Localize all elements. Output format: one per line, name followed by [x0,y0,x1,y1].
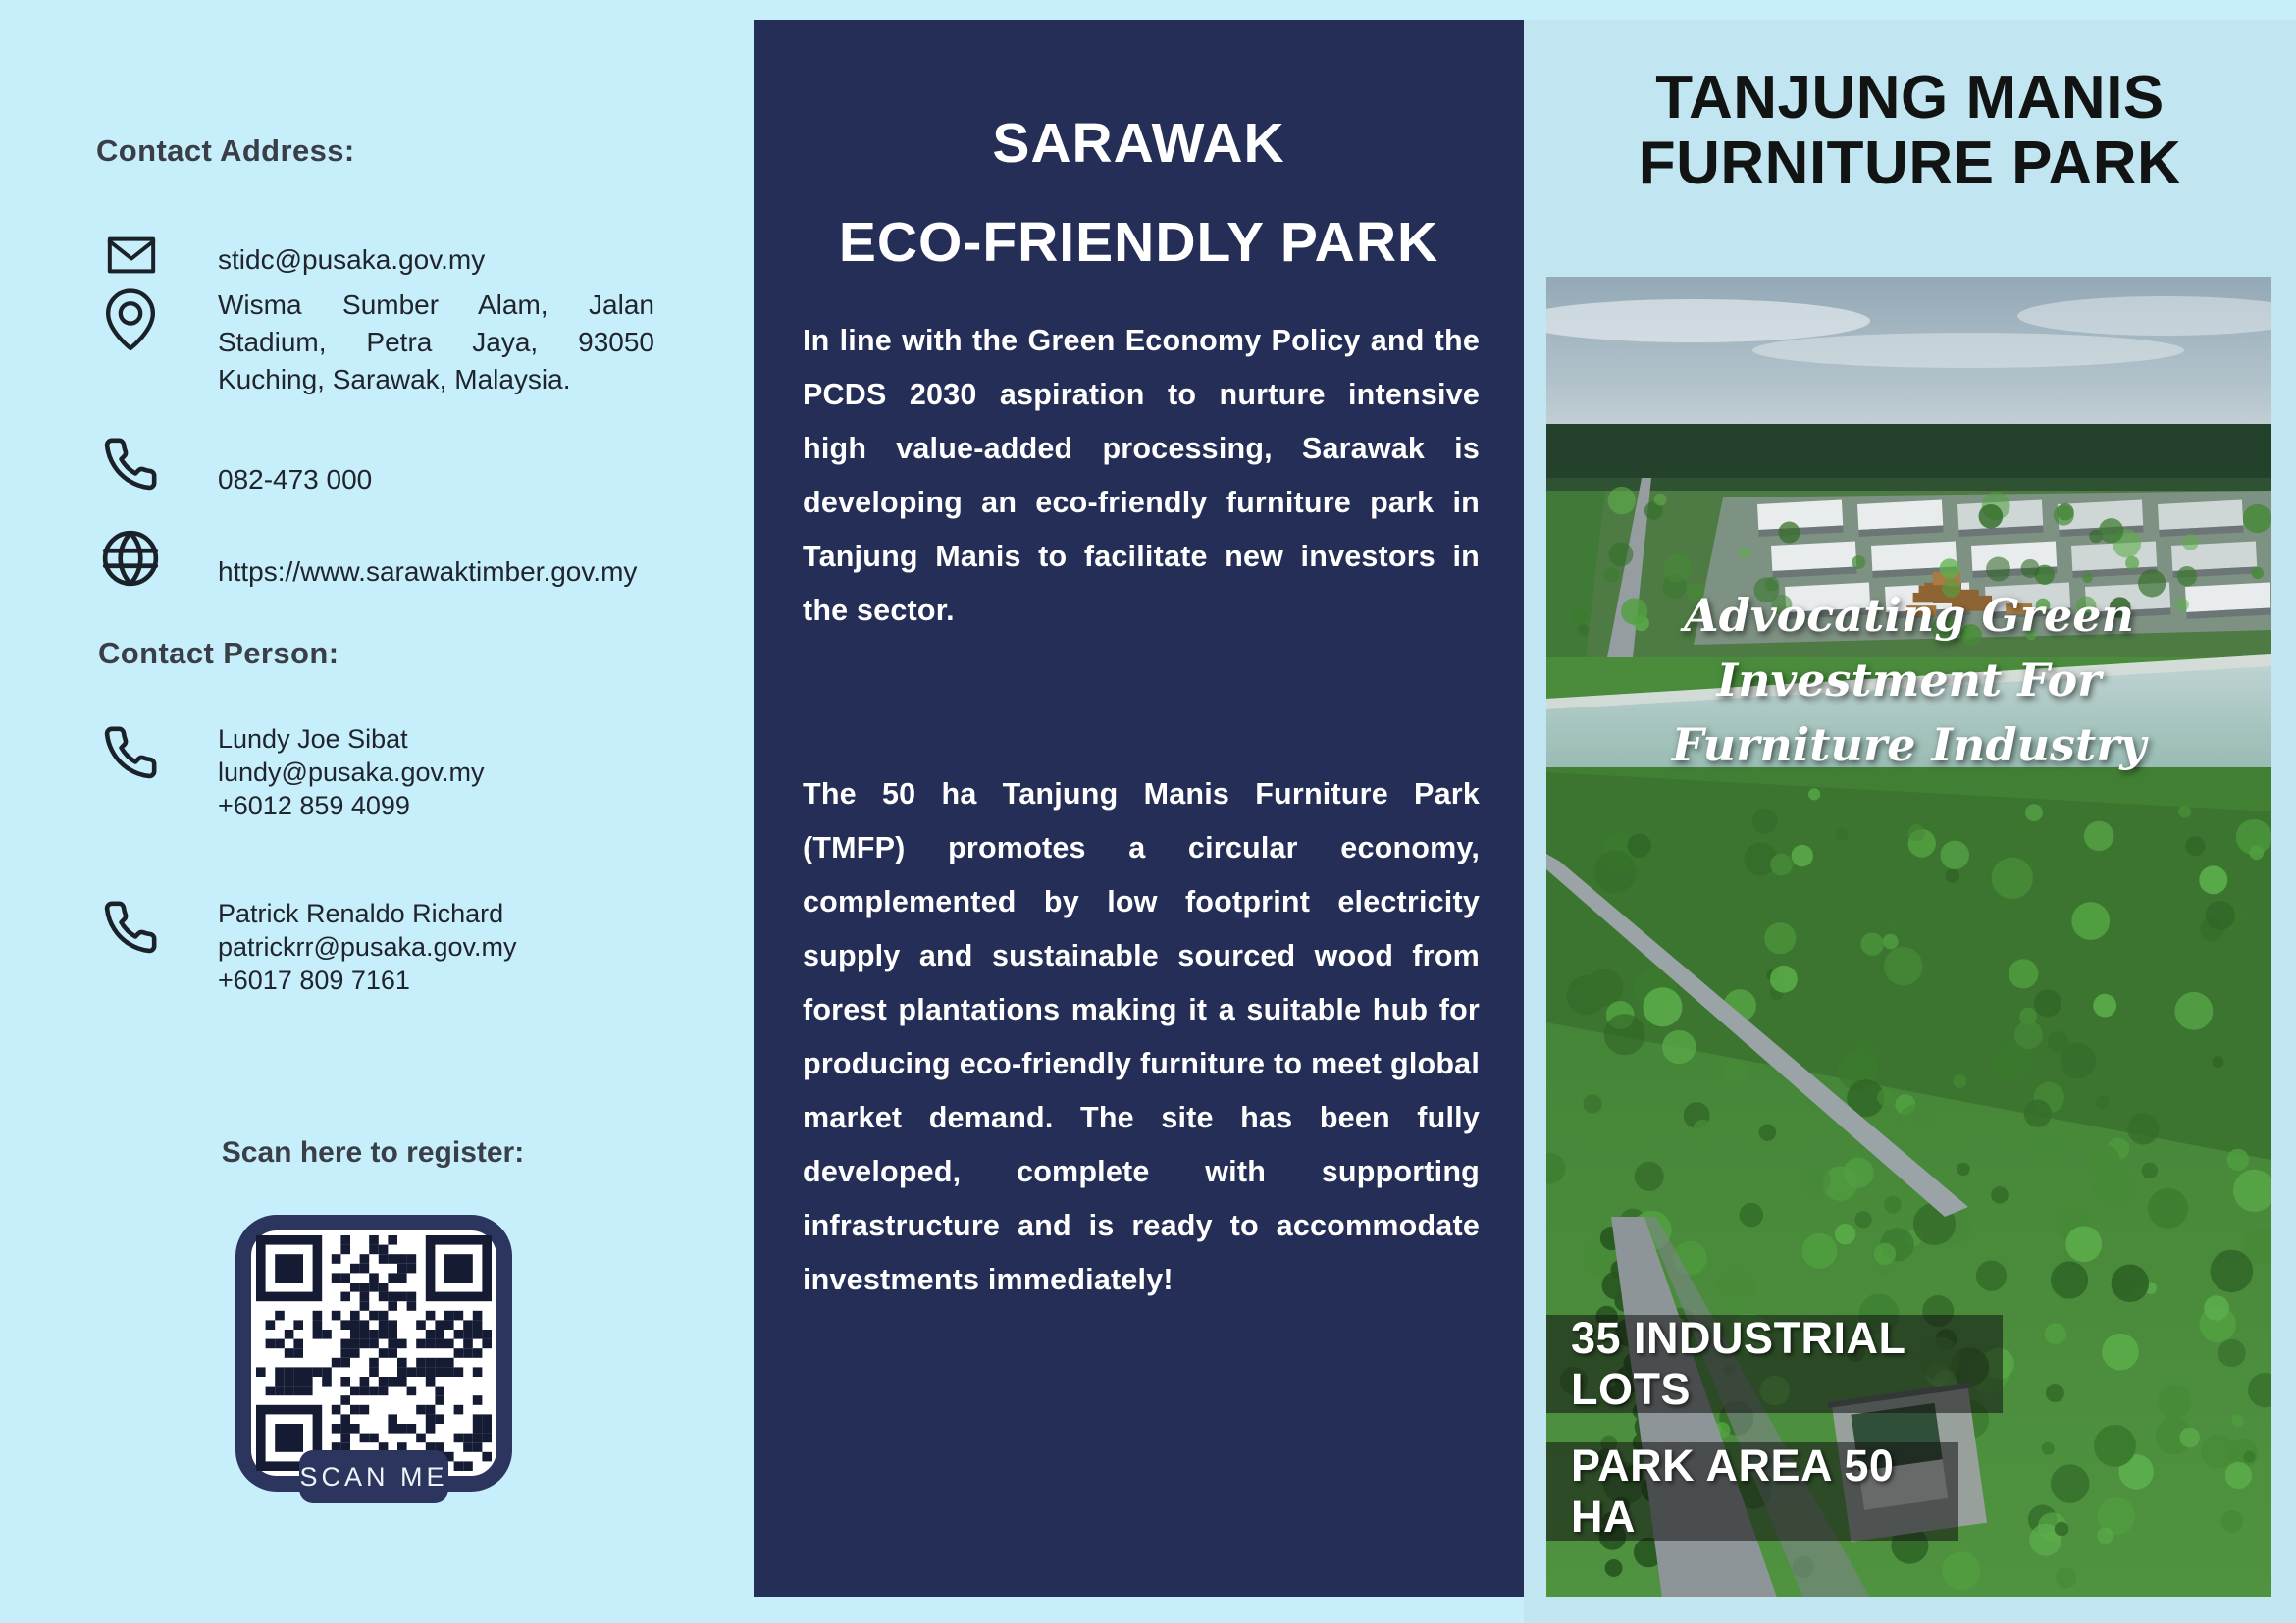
intro-paragraph: In line with the Green Economy Policy and the PCDS 2030 aspiration to nurture intensive high value-added processing, Sarawak is developing an eco-friendly furniture park in Tanjung Manis to facilitate new investors in the sector. [803,324,1480,627]
cover-panel [1524,20,2296,1623]
cover-title-line2: FURNITURE PARK [1638,130,2182,197]
website-value: https://www.sarawaktimber.gov.my [218,556,638,587]
middle-title [754,94,1524,292]
contact-phone: +6012 859 4099 [218,791,410,820]
phone-icon [102,899,159,956]
middle-title-line2: ECO-FRIENDLY PARK [838,211,1439,274]
phone-value: 082-473 000 [218,464,373,495]
aerial-photo [1546,277,2271,1597]
scan-me-label: SCAN ME [299,1461,448,1492]
qr-code [235,1215,512,1492]
middle-title-line1: SARAWAK [992,112,1285,175]
cover-title [1524,65,2296,196]
eco-park-panel [754,20,1524,1597]
contact-email: patrickrr@pusaka.gov.my [218,932,517,962]
photo-caption-line2: Furniture Industry [1671,718,2147,771]
contact-entry [218,722,485,822]
contact-person-heading: Contact Person: [98,636,339,670]
photo-caption-line1: Advocating Green Investment For [1684,589,2134,707]
details-paragraph: The 50 ha Tanjung Manis Furniture Park (TMFP) promotes a circular economy, complemented by low footprint electricity supply and sustainable sourced wood from forest plantations making it a suitable hub for producing eco-friendly furniture to meet global market demand. The site has been fully developed, complete with supporting infrastructure and is ready to accommodate investments immediately! [803,777,1480,1296]
contact-name: Patrick Renaldo Richard [218,899,504,928]
stat-industrial-lots-label: 35 INDUSTRIAL LOTS [1571,1313,1905,1414]
photo-caption [1546,583,2271,777]
scan-me-badge [299,1450,448,1503]
contact-name: Lundy Joe Sibat [218,724,408,754]
email-icon [104,228,159,283]
stat-park-area-label: PARK AREA 50 HA [1571,1440,1895,1542]
phone-icon [102,436,159,493]
cover-title-line1: TANJUNG MANIS [1655,64,2165,131]
scan-heading: Scan here to register: [221,1136,525,1169]
contact-panel [0,0,754,1623]
phone-icon [102,724,159,781]
stat-park-area [1546,1442,1958,1541]
qr-pattern [256,1235,492,1471]
stat-industrial-lots [1546,1315,2003,1413]
contact-phone: +6017 809 7161 [218,966,410,995]
globe-icon [100,528,161,589]
email-value: stidc@pusaka.gov.my [218,244,486,275]
contact-email: lundy@pusaka.gov.my [218,758,485,787]
contact-entry [218,897,517,997]
contact-address-heading: Contact Address: [96,133,355,168]
location-pin-icon [100,288,161,353]
address-value: Wisma Sumber Alam, Jalan Stadium, Petra Jaya, 93050 Kuching, Sarawak, Malaysia. [218,289,654,394]
